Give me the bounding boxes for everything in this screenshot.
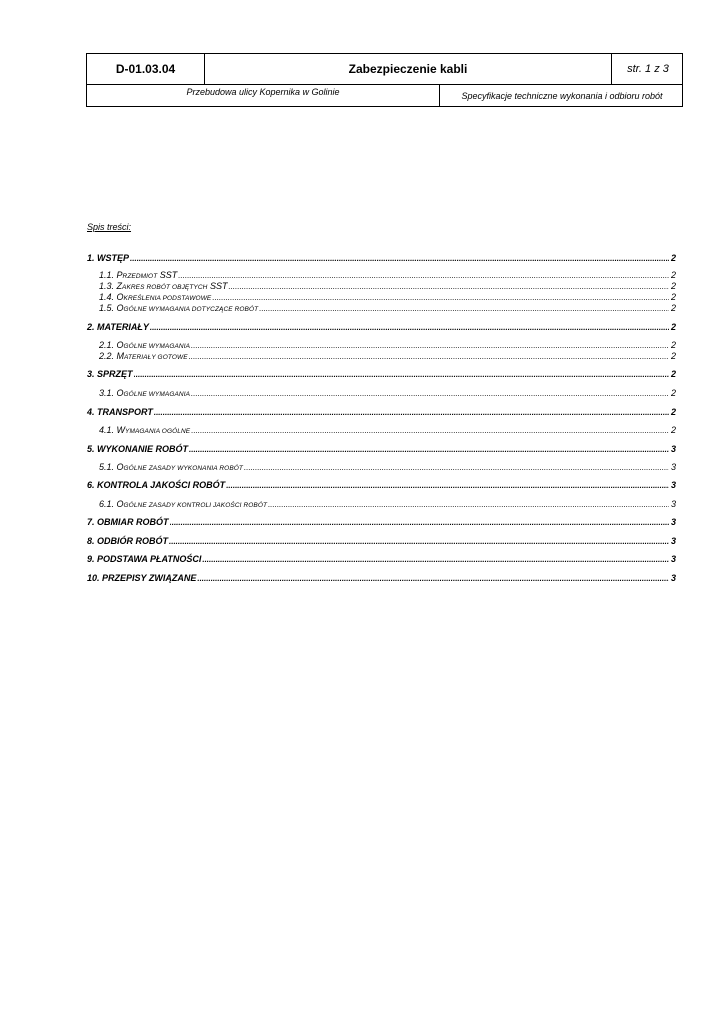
toc-entry-text: SPRZĘT <box>97 369 133 379</box>
toc-entry-label <box>87 407 153 417</box>
header-row-bottom <box>87 84 682 107</box>
toc-entry-text-tail: SST <box>207 281 228 291</box>
toc-entry-number: 8. <box>87 536 98 546</box>
spec-code: D-01.03.04 <box>87 54 205 84</box>
toc-page-number: 2 <box>670 270 676 280</box>
toc-entry-number: 4. <box>87 407 98 417</box>
toc-entry-text: MATERIAŁY <box>97 322 149 332</box>
toc-section-link[interactable] <box>87 253 676 264</box>
toc-leader-dots <box>259 304 669 314</box>
toc-entry-label <box>87 444 188 454</box>
toc-entry-text: O <box>116 388 124 398</box>
toc-entry-label <box>87 369 133 379</box>
toc-page-number: 2 <box>670 281 676 291</box>
toc-entry-label <box>87 322 149 332</box>
toc-entry-number: 1.3. <box>99 281 117 291</box>
toc-entry-number: 7. <box>87 517 98 527</box>
toc-entry-text: ODBIÓR ROBÓT <box>97 536 169 546</box>
toc-entry-number: 9. <box>87 554 98 564</box>
toc-leader-dots <box>212 293 669 303</box>
toc-entry-text-smallcaps: GÓLNE ZASADY WYKONANIA ROBÓT <box>123 465 243 472</box>
toc-page-number: 2 <box>670 351 676 361</box>
toc-entry-number: 1.1. <box>99 270 117 280</box>
toc-page-number: 3 <box>670 554 676 564</box>
toc-section-link[interactable] <box>87 554 676 565</box>
toc-page-number: 2 <box>670 292 676 302</box>
page-indicator: str. 1 z 3 <box>627 63 669 75</box>
toc-section-link[interactable] <box>87 369 676 380</box>
toc-entry-text-smallcaps: RZEDMIOT <box>122 273 158 280</box>
toc-section-link[interactable] <box>87 322 676 333</box>
toc-entry-text-smallcaps: ATERIAŁY GOTOWE <box>124 354 188 361</box>
toc-page-number: 2 <box>670 369 676 379</box>
toc-section-link[interactable] <box>87 517 676 528</box>
header-row-top <box>87 54 682 85</box>
toc-page-number: 2 <box>670 322 676 332</box>
toc-section-link[interactable] <box>87 444 676 455</box>
toc-section-link[interactable] <box>87 407 676 418</box>
toc-entry-label <box>87 536 168 546</box>
toc-entry-text: O <box>116 499 124 509</box>
spec-title: Zabezpieczenie kabli <box>205 54 612 84</box>
toc-leader-dots <box>197 574 669 584</box>
toc-entry-text: O <box>116 292 124 302</box>
toc-subsection-link[interactable] <box>99 462 676 474</box>
toc-subsection-link[interactable] <box>99 499 676 511</box>
toc-leader-dots <box>134 370 669 380</box>
toc-entry-number: 6.1. <box>99 499 117 509</box>
toc-entry-text: PRZEPISY ZWIĄZANE <box>102 573 197 583</box>
toc-entry-number: 1.5. <box>99 303 117 313</box>
toc-entry-text: PODSTAWA PŁATNOŚCI <box>97 554 202 564</box>
toc-entry-text: OBMIAR ROBÓT <box>97 517 169 527</box>
toc-entry-number: 1.4. <box>99 292 117 302</box>
toc-section-link[interactable] <box>87 573 676 584</box>
toc-entry-text: O <box>116 340 124 350</box>
toc-leader-dots <box>189 445 669 455</box>
toc-leader-dots <box>178 271 669 281</box>
toc-entry-number: 2.1. <box>99 340 117 350</box>
toc-page-number: 3 <box>670 573 676 583</box>
toc-entry-label <box>87 480 225 490</box>
toc-entry-text: WSTĘP <box>97 253 130 263</box>
toc-entry-label <box>87 554 201 564</box>
toc-title: Spis treści: <box>87 222 132 232</box>
toc-page-number: 2 <box>670 407 676 417</box>
toc-entry-text-smallcaps: KREŚLENIA PODSTAWOWE <box>123 295 212 302</box>
toc-entry-text-smallcaps: AKRES ROBÓT OBJĘTYCH <box>122 284 208 291</box>
toc-page-number: 2 <box>670 388 676 398</box>
toc-entry-text: O <box>116 462 124 472</box>
toc-entry-label <box>99 303 258 315</box>
toc-page-number: 3 <box>670 444 676 454</box>
toc-page-number: 3 <box>670 499 676 509</box>
toc-page-number: 2 <box>670 303 676 313</box>
toc-entry-text-tail: SST <box>157 270 178 280</box>
toc-page-number: 2 <box>670 425 676 435</box>
toc-leader-dots <box>130 254 669 264</box>
toc-leader-dots <box>189 352 669 362</box>
toc-entry-number: 2.2. <box>99 351 117 361</box>
toc-entry-text: M <box>116 351 125 361</box>
toc-entry-number: 3. <box>87 369 98 379</box>
spec-type: Specyfikacje techniczne wykonania i odbioru robót <box>461 90 663 101</box>
toc-section-link[interactable] <box>87 480 676 491</box>
toc-entry-label <box>87 517 169 527</box>
toc-subsection-link[interactable] <box>99 303 676 315</box>
toc-leader-dots <box>244 463 669 473</box>
toc-section-link[interactable] <box>87 536 676 547</box>
toc-page-number: 3 <box>670 517 676 527</box>
toc-page-number: 3 <box>670 480 676 490</box>
toc-page-number: 2 <box>670 340 676 350</box>
toc-leader-dots <box>150 323 669 333</box>
toc-subsection-link[interactable] <box>99 388 676 400</box>
toc-leader-dots <box>228 282 669 292</box>
toc-subsection-link[interactable] <box>99 425 676 437</box>
toc-leader-dots <box>154 408 669 418</box>
toc-entry-text: O <box>116 303 124 313</box>
toc-entry-number: 4.1. <box>99 425 117 435</box>
toc-page-number: 2 <box>670 253 676 263</box>
toc-entry-number: 5. <box>87 444 98 454</box>
toc-entry-text: TRANSPORT <box>97 407 153 417</box>
toc-entry-label <box>99 388 190 400</box>
toc-entry-text-smallcaps: GÓLNE WYMAGANIA <box>123 343 191 350</box>
toc-leader-dots <box>169 537 669 547</box>
toc-entry-text-smallcaps: YMAGANIA OGÓLNE <box>125 428 191 435</box>
toc-entry-label <box>99 462 243 474</box>
toc-entry-number: 6. <box>87 480 98 490</box>
project-name: Przebudowa ulicy Kopernika w Golinie <box>87 84 440 107</box>
toc-entry-label <box>87 573 196 583</box>
toc-entry-text-smallcaps: GÓLNE WYMAGANIA <box>123 391 191 398</box>
header-table <box>86 53 683 107</box>
toc-page-number: 3 <box>670 462 676 472</box>
toc-entry-text-smallcaps: GÓLNE WYMAGANIA DOTYCZĄCE ROBÓT <box>123 306 259 313</box>
toc-entry-text-smallcaps: GÓLNE ZASADY KONTROLI JAKOŚCI ROBÓT <box>123 502 268 509</box>
toc-entry-text: P <box>116 270 123 280</box>
toc-leader-dots <box>202 555 669 565</box>
toc-entry-number: 1. <box>87 253 98 263</box>
toc-leader-dots <box>191 426 669 436</box>
toc-subsection-link[interactable] <box>99 351 676 363</box>
toc-entry-number: 10. <box>87 573 103 583</box>
toc-entry-label <box>99 351 188 363</box>
toc-leader-dots <box>191 341 669 351</box>
toc-leader-dots <box>226 481 669 491</box>
toc-entry-label <box>99 425 190 437</box>
toc-entry-text: KONTROLA JAKOŚCI ROBÓT <box>97 480 226 490</box>
toc-leader-dots <box>268 500 669 510</box>
toc-entry-number: 3.1. <box>99 388 117 398</box>
toc-page-number: 3 <box>670 536 676 546</box>
toc-entry-number: 5.1. <box>99 462 117 472</box>
toc-leader-dots <box>191 389 669 399</box>
toc-entry-label <box>87 253 129 263</box>
toc-entry-number: 2. <box>87 322 98 332</box>
toc-leader-dots <box>170 518 669 528</box>
toc-entry-text: W <box>116 425 126 435</box>
toc-entry-text: WYKONANIE ROBÓT <box>97 444 189 454</box>
toc-entry-label <box>99 499 267 511</box>
toc-entry-text: Z <box>116 281 123 291</box>
